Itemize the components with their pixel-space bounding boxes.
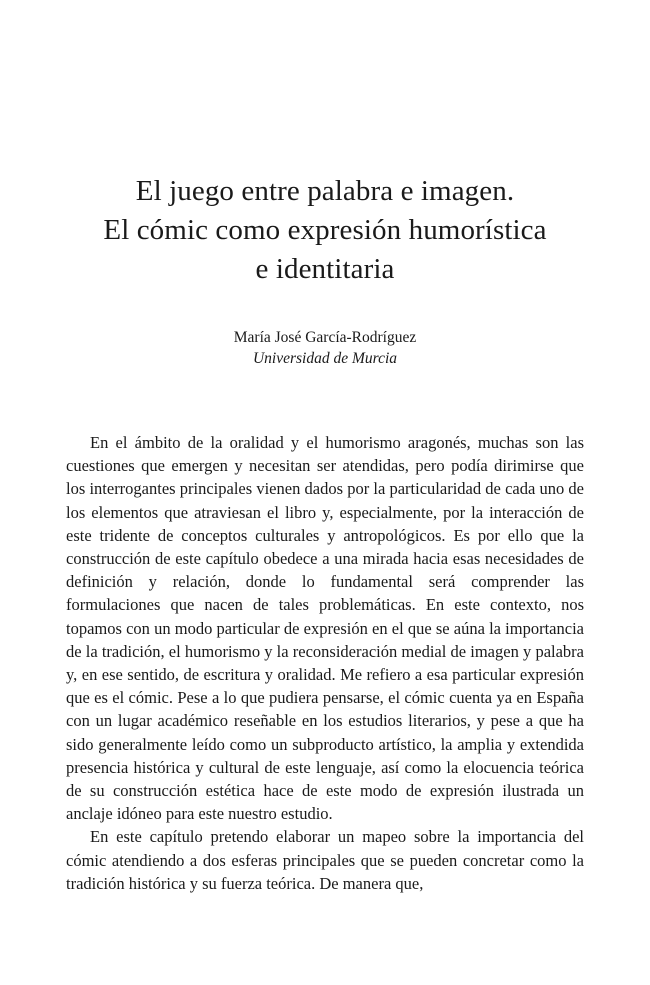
author-name: María José García-Rodríguez (233, 329, 417, 346)
body-paragraph-2: En este capítulo pretendo elaborar un mapeo sobre la importancia del cómic atendiendo a dos esferas principales que se pueden concretar como la tradición histórica y su fuerza teórica. De manera que, (66, 827, 584, 893)
chapter-title-line-1: El juego entre palabra e imagen. (135, 175, 515, 207)
body-paragraph-1: En el ámbito de la oralidad y el humorismo aragonés, muchas son las cuestiones que emergen y necesitan ser atendidas, pero podía dirimirse que los interrogantes principales vienen dados por la particularidad de cada uno de los elementos que atraviesan el libro y, especialmente, por la interacción de este tridente de conceptos culturales y antropológicos. Es por ello que la construcción de este capítulo obedece a una mirada hacia esas necesidades de definición y relación, donde lo fundamental será comprender las formulaciones que nacen de tales problemáticas. En este contexto, nos topamos con un modo particular de expresión en el que se aúna la importancia de la tradición, el humorismo y la reconsideración medial de imagen y palabra y, en ese sentido, de escritura y oralidad. Me refiero a esa particular expresión que es el cómic. Pese a lo que pudiera pensarse, el cómic cuenta ya en España con un lugar académico reseñable en los estudios literarios, y pese a que ha sido generalmente leído como un subproducto artístico, la amplia y extendida presencia histórica y cultural de este lenguaje, así como la elocuencia teórica de su construcción estética hace de este modo de expresión ilustrada un anclaje idóneo para este nuestro estudio. (66, 433, 584, 824)
chapter-title (0, 172, 650, 289)
byline (0, 327, 650, 369)
chapter-title-line-2: El cómic como expresión humorística (103, 214, 547, 246)
author-affiliation: Universidad de Murcia (252, 350, 398, 367)
chapter-body (66, 431, 584, 895)
chapter-title-line-3: e identitaria (255, 253, 395, 285)
